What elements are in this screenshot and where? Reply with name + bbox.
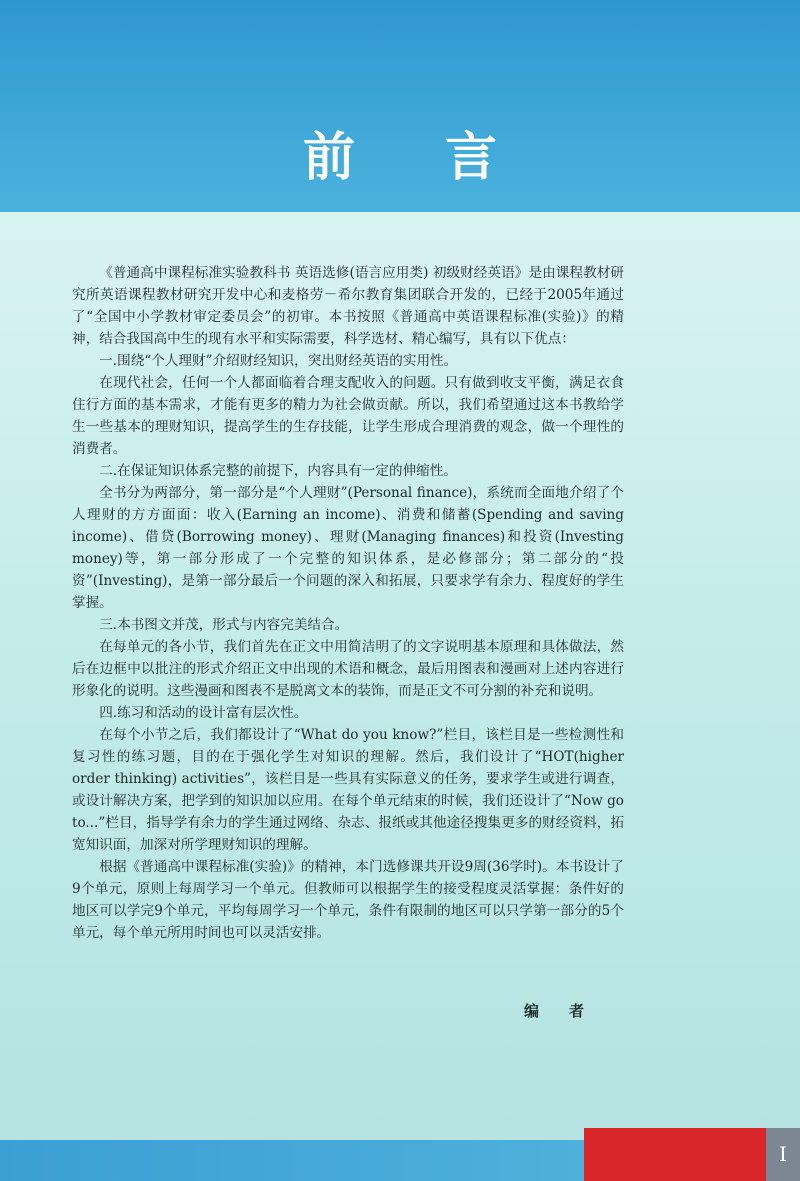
- preface-text: [72, 262, 624, 944]
- footer-accent-block: [584, 1128, 766, 1181]
- section-heading-2: 二.在保证知识体系完整的前提下，内容具有一定的伸缩性。: [99, 463, 457, 479]
- page-title: 前言: [302, 128, 587, 188]
- paragraph-2: 全书分为两部分，第一部分是“个人理财”(Personal finance)，系统而全面地介绍了个人理财的方方面面：收入(Earning an income)、消费和储蓄(Spending and saving income)、借贷(Borrowing money)、理财(Managing finances)和投资(Investing money)等，第一部分形成了一个完整的知识体系，是必修部分；第二部分的“投资”(Investing)，是第一部分最后一个问题的深入和拓展，只要求学有余力、程度好的学生掌握。: [72, 485, 624, 611]
- header-banner: [0, 0, 800, 212]
- paragraph-intro: 《普通高中课程标准实验教科书 英语选修(语言应用类) 初级财经英语》是由课程教材研究所英语课程教材研究开发中心和麦格劳－希尔教育集团联合开发的，已经于2005年通过了“全国中小学教材审定委员会”的初审。本书按照《普通高中英语课程标准(实验)》的精神，结合我国高中生的现有水平和实际需要，科学选材、精心编写，具有以下优点：: [72, 265, 624, 347]
- section-heading-3: 三.本书图文并茂，形式与内容完美结合。: [99, 617, 349, 633]
- author-signature: 编者: [524, 1002, 615, 1020]
- paragraph-3: 在每单元的各小节，我们首先在正文中用简洁明了的文字说明基本原理和具体做法，然后在边框中以批注的形式介绍正文中出现的术语和概念，最后用图表和漫画对上述内容进行形象化的说明。这些漫画和图表不是脱离文本的装饰，而是正文不可分割的补充和说明。: [72, 639, 624, 699]
- paragraph-4: 在每个小节之后，我们都设计了“What do you know?”栏目，该栏目是一些检测性和复习性的练习题，目的在于强化学生对知识的理解。然后，我们设计了“HOT(higher order thinking) activities”，该栏目是一些具有实际意义的任务，要求学生或进行调查，或设计解决方案，把学到的知识加以应用。在每个单元结束的时候，我们还设计了“Now go to...”栏目，指导学有余力的学生通过网络、杂志、报纸或其他途径搜集更多的财经资料，拓宽知识面，加深对所学理财知识的理解。: [72, 727, 624, 853]
- section-heading-1: 一.围绕“个人理财”介绍财经知识，突出财经英语的实用性。: [99, 353, 458, 369]
- page-number: I: [766, 1128, 800, 1181]
- paragraph-5: 根据《普通高中课程标准(实验)》的精神，本门选修课共开设9周(36学时)。本书设计了9个单元，原则上每周学习一个单元。但教师可以根据学生的接受程度灵活掌握：条件好的地区可以学完9个单元，平均每周学习一个单元，条件有限制的地区可以只学第一部分的5个单元，每个单元所用时间也可以灵活安排。: [72, 859, 624, 941]
- paragraph-1: 在现代社会，任何一个人都面临着合理支配收入的问题。只有做到收支平衡，满足衣食住行方面的基本需求，才能有更多的精力为社会做贡献。所以，我们希望通过这本书教给学生一些基本的理财知识，提高学生的生存技能，让学生形成合理消费的观念，做一个理性的消费者。: [72, 375, 624, 457]
- section-heading-4: 四.练习和活动的设计富有层次性。: [99, 705, 308, 721]
